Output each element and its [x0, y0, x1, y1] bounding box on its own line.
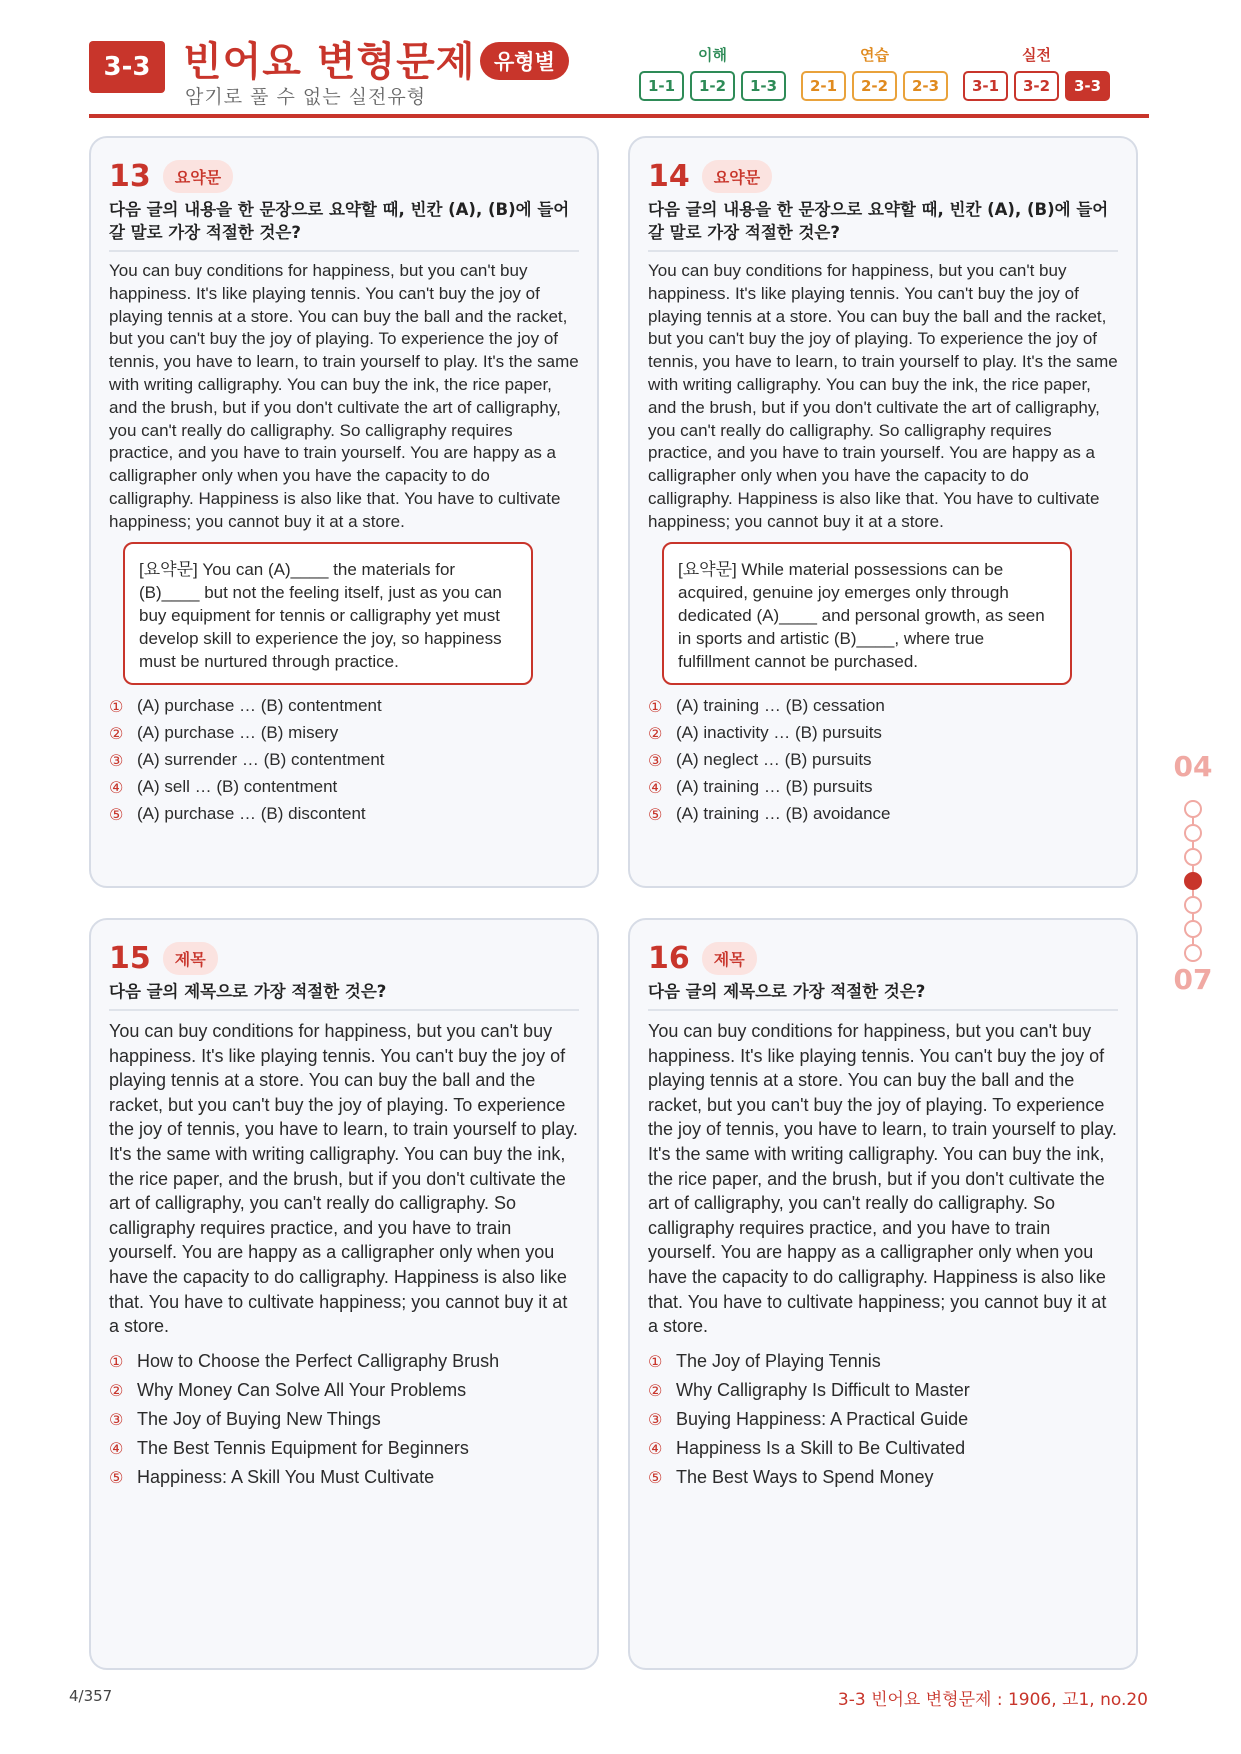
- choice-text: (A) surrender … (B) contentment: [137, 750, 385, 770]
- choice-marker: ②: [648, 1380, 663, 1400]
- choice-2[interactable]: [648, 1376, 1118, 1405]
- choice-text: (A) neglect … (B) pursuits: [676, 750, 872, 770]
- choice-text: (A) purchase … (B) discontent: [137, 804, 366, 824]
- progress-dot: [1184, 896, 1202, 914]
- level-tab-3-2[interactable]: 3-2: [1014, 71, 1059, 101]
- summary-box: [요약문] You can (A)____ the materials for (B)____ but not the feeling itself, just as you can buy equipment for tennis or calligraphy yet must develop skill to experience the joy, so happiness must be nurtured through practice.: [123, 542, 533, 685]
- choice-3[interactable]: [109, 1405, 579, 1434]
- level-group-practice: [801, 44, 948, 101]
- choice-marker: ②: [648, 723, 663, 743]
- choice-text: (A) training … (B) pursuits: [676, 777, 873, 797]
- question-card-16: [628, 918, 1138, 1670]
- choice-marker: ⑤: [648, 804, 663, 824]
- level-group-understand: [639, 44, 786, 101]
- progress-dot: [1184, 800, 1202, 818]
- page-title: 빈어요 변형문제: [183, 39, 476, 85]
- choice-marker: ⑤: [109, 1467, 124, 1487]
- question-card-14: [628, 136, 1138, 888]
- passage: You can buy conditions for happiness, but you can't buy happiness. It's like playing tennis. You can't buy the joy of playing tennis at a store. You can buy the ball and the racket, but you can't buy the joy of playing. To experience the joy of tennis, you have to learn, to train yourself to play. It's the same with writing calligraphy. You can buy the ink, the rice paper, and the brush, but if you don't cultivate the art of calligraphy, you can't really do calligraphy. So calligraphy requires practice, and you have to train yourself. You are happy as a calligrapher only when you have the capacity to do calligraphy. Happiness is also like that. You have to cultivate happiness; you cannot buy it at a store.: [109, 1021, 578, 1337]
- question-prompt: 다음 글의 내용을 한 문장으로 요약할 때, 빈칸 (A), (B)에 들어갈 말로 가장 적절한 것은?: [648, 198, 1118, 252]
- choice-text: How to Choose the Perfect Calligraphy Brush: [137, 1350, 500, 1371]
- progress-dot: [1184, 920, 1202, 938]
- choice-2[interactable]: [109, 720, 579, 747]
- page-number: 4/357: [69, 1687, 113, 1705]
- question-type-tag: 요약문: [163, 160, 233, 193]
- choice-5[interactable]: [109, 1463, 579, 1492]
- choice-3[interactable]: [648, 1405, 1118, 1434]
- choice-marker: ⑤: [109, 804, 124, 824]
- level-tab-3-1[interactable]: 3-1: [963, 71, 1008, 101]
- choice-5[interactable]: [648, 1463, 1118, 1492]
- choice-text: (A) inactivity … (B) pursuits: [676, 723, 882, 743]
- question-number: 15: [109, 940, 151, 976]
- progress-dots: [1183, 800, 1203, 962]
- choice-marker: ②: [109, 1380, 124, 1400]
- question-card-13: [89, 136, 599, 888]
- question-number: 13: [109, 158, 151, 194]
- choice-3[interactable]: [648, 747, 1118, 774]
- choice-text: (A) sell … (B) contentment: [137, 777, 338, 797]
- choice-marker: ⑤: [648, 1467, 663, 1487]
- choice-text: The Best Ways to Spend Money: [676, 1466, 934, 1487]
- choice-marker: ①: [109, 1351, 124, 1371]
- choice-marker: ①: [648, 696, 663, 716]
- level-tab-2-2[interactable]: 2-2: [852, 71, 897, 101]
- unit-badge: 3-3: [89, 41, 165, 93]
- question-type-tag: 요약문: [702, 160, 772, 193]
- choice-text: (A) purchase … (B) contentment: [137, 696, 382, 716]
- page-subtitle: 암기로 풀 수 없는 실전유형: [185, 86, 427, 108]
- level-tab-1-1[interactable]: 1-1: [639, 71, 684, 101]
- level-tab-1-3[interactable]: 1-3: [741, 71, 786, 101]
- choice-4[interactable]: [648, 774, 1118, 801]
- choice-2[interactable]: [109, 1376, 579, 1405]
- choice-marker: ④: [109, 1438, 124, 1458]
- passage: You can buy conditions for happiness, but you can't buy happiness. It's like playing tennis. You can't buy the joy of playing tennis at a store. You can buy the ball and the racket, but you can't buy the joy of playing. To experience the joy of tennis, you have to learn, to train yourself to play. It's the same with writing calligraphy. You can buy the ink, the rice paper, and the brush, but if you don't cultivate the art of calligraphy, you can't really do calligraphy. So calligraphy requires practice, and you have to train yourself. You are happy as a calligrapher only when you have the capacity to do calligraphy. Happiness is also like that. You have to cultivate happiness; you cannot buy it at a store.: [109, 261, 579, 531]
- choice-text: (A) purchase … (B) misery: [137, 723, 339, 743]
- level-tab-1-2[interactable]: 1-2: [690, 71, 735, 101]
- choice-marker: ①: [648, 1351, 663, 1371]
- choice-marker: ③: [109, 1409, 124, 1429]
- choice-text: The Joy of Playing Tennis: [676, 1350, 881, 1371]
- question-number: 14: [648, 158, 690, 194]
- question-type-tag: 제목: [702, 942, 757, 975]
- choice-text: (A) training … (B) avoidance: [676, 804, 891, 824]
- source-label: 3-3 빈어요 변형문제 : 1906, 고1, no.20: [837, 1690, 1148, 1710]
- choice-text: (A) training … (B) cessation: [676, 696, 885, 716]
- passage: You can buy conditions for happiness, but you can't buy happiness. It's like playing tennis. You can't buy the joy of playing tennis at a store. You can buy the ball and the racket, but you can't buy the joy of playing. To experience the joy of tennis, you have to learn, to train yourself to play. It's the same with writing calligraphy. You can buy the ink, the rice paper, and the brush, but if you don't cultivate the art of calligraphy, you can't really do calligraphy. So calligraphy requires practice, and you have to train yourself. You are happy as a calligrapher only when you have the capacity to do calligraphy. Happiness is also like that. You have to cultivate happiness; you cannot buy it at a store.: [648, 261, 1118, 531]
- choice-text: Happiness Is a Skill to Be Cultivated: [676, 1437, 966, 1458]
- progress-dot-current: [1184, 872, 1202, 890]
- choice-marker: ②: [109, 723, 124, 743]
- choice-1[interactable]: [109, 693, 579, 720]
- choice-2[interactable]: [648, 720, 1118, 747]
- level-tab-2-3[interactable]: 2-3: [903, 71, 948, 101]
- choice-marker: ④: [648, 777, 663, 797]
- choice-1[interactable]: [648, 693, 1118, 720]
- choice-list: [109, 1347, 579, 1492]
- choice-list: [648, 693, 1118, 828]
- progress-dot: [1184, 848, 1202, 866]
- choice-text: Buying Happiness: A Practical Guide: [676, 1408, 969, 1429]
- level-tab-2-1[interactable]: 2-1: [801, 71, 846, 101]
- type-badge: 유형별: [480, 42, 569, 80]
- choice-5[interactable]: [109, 801, 579, 828]
- choice-marker: ③: [648, 750, 663, 770]
- header-divider: [89, 114, 1149, 118]
- level-label: 이해: [698, 46, 727, 64]
- level-tab-3-3[interactable]: 3-3: [1065, 71, 1110, 101]
- choice-4[interactable]: [648, 1434, 1118, 1463]
- progress-start-label: 04: [1173, 750, 1213, 783]
- choice-marker: ③: [109, 750, 124, 770]
- choice-text: Why Money Can Solve All Your Problems: [137, 1379, 467, 1400]
- summary-box: [요약문] While material possessions can be acquired, genuine joy emerges only through dedicated (A)____ and personal growth, as seen in sports and artistic (B)____, where true fulfillment cannot be purchased.: [662, 542, 1072, 685]
- question-prompt: 다음 글의 제목으로 가장 적절한 것은?: [648, 980, 1118, 1011]
- question-prompt: 다음 글의 제목으로 가장 적절한 것은?: [109, 980, 579, 1011]
- choice-marker: ④: [109, 777, 124, 797]
- level-label: 연습: [860, 46, 889, 64]
- question-number: 16: [648, 940, 690, 976]
- question-type-tag: 제목: [163, 942, 218, 975]
- progress-dot: [1184, 944, 1202, 962]
- choice-marker: ①: [109, 696, 124, 716]
- choice-4[interactable]: [109, 774, 579, 801]
- choice-5[interactable]: [648, 801, 1118, 828]
- choice-list: [109, 693, 579, 828]
- choice-text: The Joy of Buying New Things: [137, 1408, 381, 1429]
- choice-marker: ③: [648, 1409, 663, 1429]
- question-prompt: 다음 글의 내용을 한 문장으로 요약할 때, 빈칸 (A), (B)에 들어갈 말로 가장 적절한 것은?: [109, 198, 579, 252]
- choice-1[interactable]: [109, 1347, 579, 1376]
- progress-end-label: 07: [1173, 963, 1213, 996]
- choice-3[interactable]: [109, 747, 579, 774]
- question-card-15: [89, 918, 599, 1670]
- choice-text: Why Calligraphy Is Difficult to Master: [676, 1379, 970, 1400]
- choice-4[interactable]: [109, 1434, 579, 1463]
- passage: You can buy conditions for happiness, but you can't buy happiness. It's like playing tennis. You can't buy the joy of playing tennis at a store. You can buy the ball and the racket, but you can't buy the joy of playing. To experience the joy of tennis, you have to learn, to train yourself to play. It's the same with writing calligraphy. You can buy the ink, the rice paper, and the brush, but if you don't cultivate the art of calligraphy, you can't really do calligraphy. So calligraphy requires practice, and you have to train yourself. You are happy as a calligrapher only when you have the capacity to do calligraphy. Happiness is also like that. You have to cultivate happiness; you cannot buy it at a store.: [648, 1021, 1117, 1337]
- choice-1[interactable]: [648, 1347, 1118, 1376]
- level-group-real: [963, 44, 1110, 101]
- progress-dot: [1184, 824, 1202, 842]
- choice-text: The Best Tennis Equipment for Beginners: [137, 1437, 469, 1458]
- level-label: 실전: [1022, 46, 1051, 64]
- choice-list: [648, 1347, 1118, 1492]
- choice-text: Happiness: A Skill You Must Cultivate: [137, 1466, 435, 1487]
- choice-marker: ④: [648, 1438, 663, 1458]
